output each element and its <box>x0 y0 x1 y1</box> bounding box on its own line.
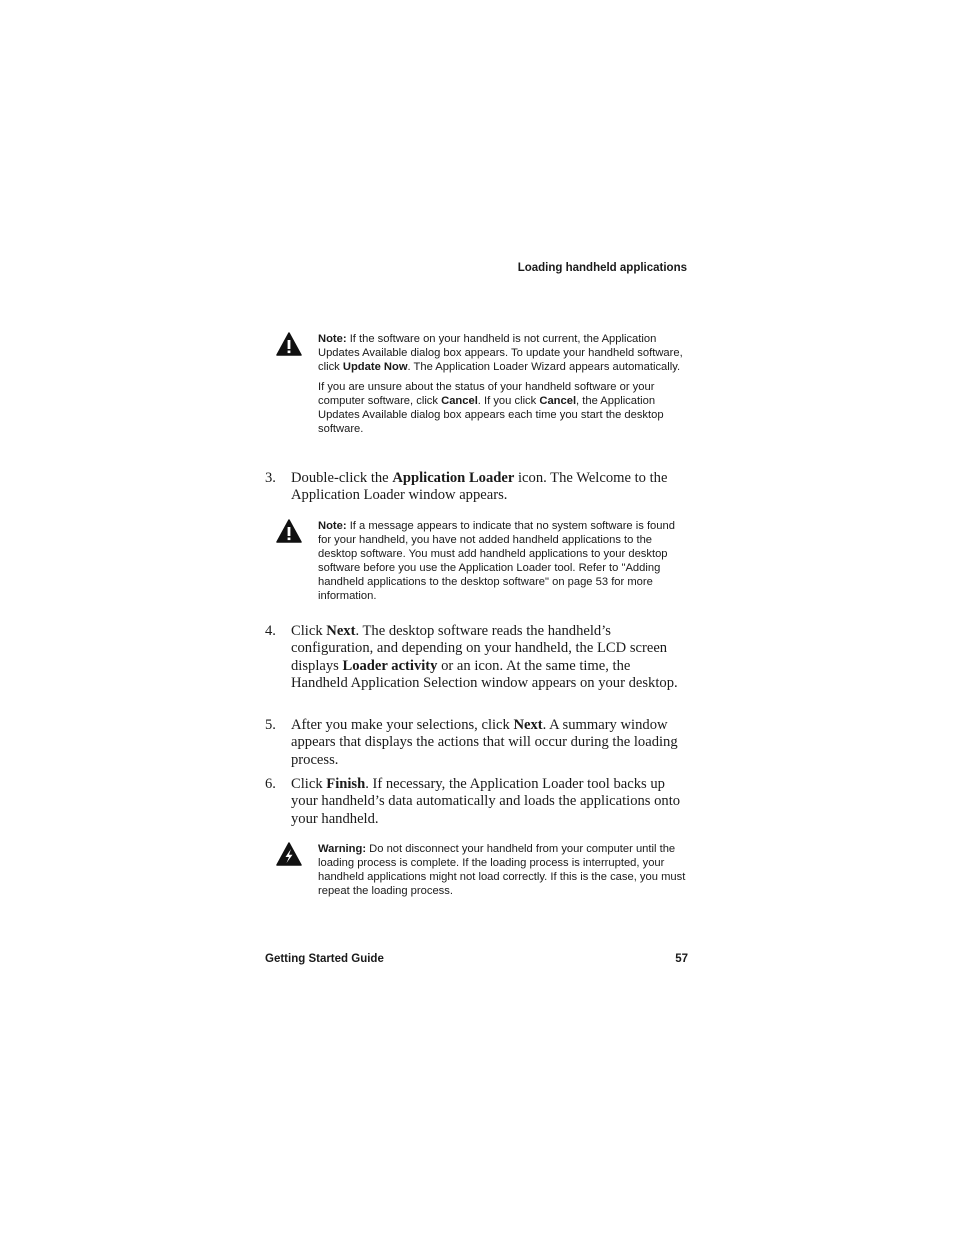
running-header: Loading handheld applications <box>517 262 687 274</box>
step-5 <box>265 717 689 769</box>
note-text: , the Application Updates Available dialog box appears each time you start the desktop software. <box>318 395 664 435</box>
note-paragraph <box>318 380 688 436</box>
note-label: Note: <box>318 520 347 532</box>
warning-text: Do not disconnect your handheld from your computer until the loading process is complete. If the loading process is interrupted, your handheld applications might not load correctly. If this is the case, you must repeat the loading process. <box>318 843 686 897</box>
application-loader-term: Application Loader <box>392 470 515 486</box>
warning-exclamation-icon <box>276 519 302 543</box>
warning-paragraph <box>318 842 688 898</box>
cancel-term: Cancel <box>539 395 577 407</box>
note-text: . The Application Loader Wizard appears automatically. <box>407 361 681 373</box>
warning-exclamation-icon <box>276 332 302 356</box>
finish-term: Finish <box>326 776 366 792</box>
step-6 <box>265 776 689 828</box>
step-3 <box>265 470 689 505</box>
step-text: Click Finish. If necessary, the Application Loader tool backs up your handheld’s data automatically and loads the applications onto your handheld. <box>291 776 681 827</box>
note-text: . If you click <box>477 395 540 407</box>
note-paragraph <box>318 332 688 374</box>
page-number: 57 <box>675 953 688 965</box>
step-number: 3. <box>265 470 276 486</box>
note-text: If the software on your handheld is not current, the Application Updates Available dialog box appears. To update your handheld software, click <box>318 333 683 373</box>
step-number: 6. <box>265 776 276 792</box>
loader-activity-term: Loader activity <box>342 657 438 674</box>
cancel-term: Cancel <box>441 395 478 407</box>
next-term: Next <box>513 717 543 733</box>
step-text: Double-click the Application Loader icon. The Welcome to the Application Loader window appears. <box>291 470 668 504</box>
note-paragraph <box>318 519 688 603</box>
warning-lightning-icon <box>276 842 302 866</box>
note-label: Note: <box>318 333 347 345</box>
step-text: After you make your selections, click Next. A summary window appears that displays the actions that will occur during the loading process. <box>291 717 678 768</box>
footer-guide-title: Getting Started Guide <box>265 953 384 965</box>
step-4 <box>265 623 689 693</box>
note-text: If a message appears to indicate that no system software is found for your handheld, you have not added handheld applications to the desktop software. You must add handheld applications to your desktop software before you use the Application Loader tool. Refer to "Adding handheld applications to the desktop software" on page 53 for more information. <box>318 520 675 602</box>
step-number: 4. <box>265 623 276 639</box>
step-number: 5. <box>265 717 276 733</box>
update-now-term: Update Now <box>342 361 408 373</box>
note-text: If you are unsure about the status of your handheld software or your computer software, click <box>318 381 655 407</box>
step-text: Click Next. The desktop software reads the handheld’s configuration, and depending on your handheld, the LCD screen displays Loader activity or an icon. At the same time, the Handheld Application Selection window appears on your desktop. <box>291 623 678 692</box>
warning-label: Warning: <box>318 843 367 855</box>
next-term: Next <box>326 623 356 639</box>
